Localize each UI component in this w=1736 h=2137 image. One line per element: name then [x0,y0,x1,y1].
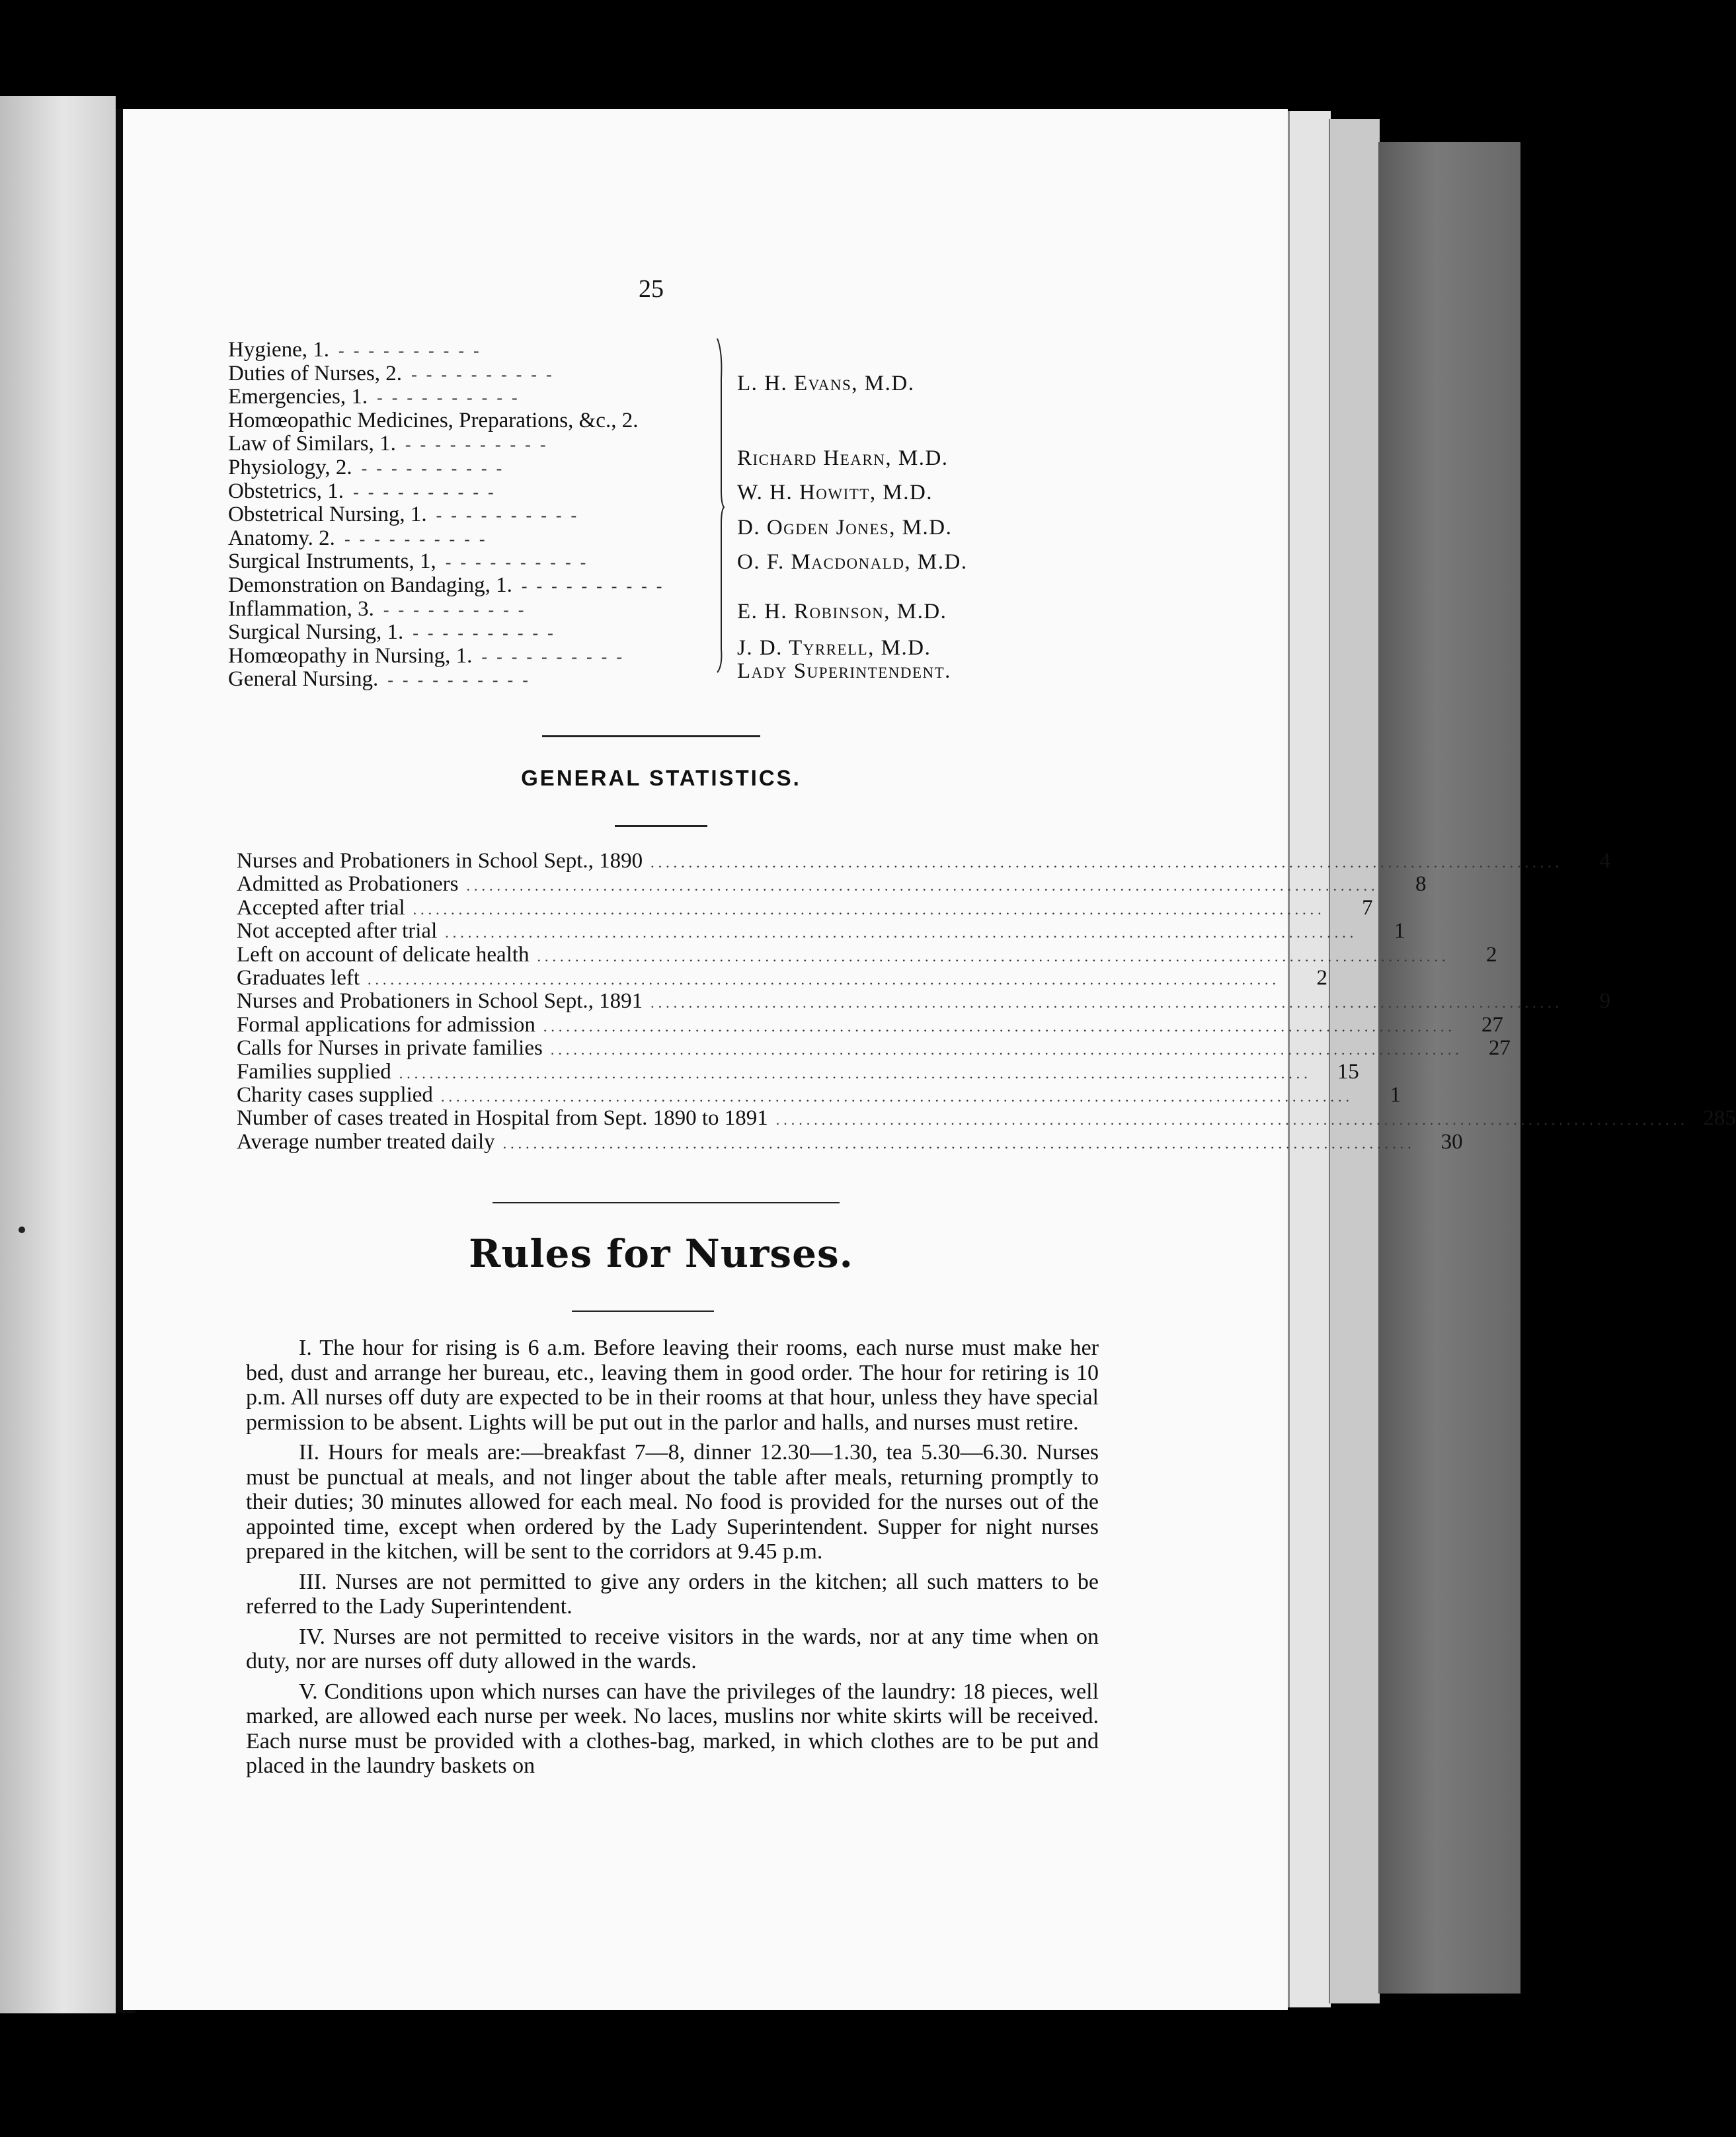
subject-row [228,527,704,551]
stat-row [237,965,1327,990]
stat-label: Not accepted after trial [237,919,438,944]
stat-label: Charity cases supplied [237,1082,433,1107]
stat-value: 8 [1415,872,1427,897]
stat-value: 285 [1703,1106,1736,1131]
subject-label: Law of Similars, 1. [228,432,396,456]
dash-leader: ---------- [353,482,503,502]
dash-leader: ---------- [377,388,527,408]
subject-label: Emergencies, 1. [228,385,368,409]
stat-value: 27 [1488,1036,1511,1061]
stat-label: Nurses and Probationers in School Sept., 1891 [237,989,643,1014]
instructor-name: D. Ogden Jones, M.D. [737,516,953,540]
stat-row [237,1036,1511,1061]
page-number: 25 [639,275,664,303]
subject-row [228,503,704,527]
dot-leader: ........................................................................................................................ [502,1135,1415,1152]
title-underline [615,825,707,827]
instructor-name: E. H. Robinson, M.D. [737,600,947,624]
stat-value: 15 [1337,1059,1359,1084]
stat-row [237,895,1373,920]
stat-row [237,989,1611,1014]
subject-label: Obstetrics, 1. [228,479,344,503]
subject-row [228,598,704,622]
dash-leader: ---------- [344,529,494,549]
stat-label: Graduates left [237,965,360,990]
stat-label: Formal applications for admission [237,1012,535,1037]
subject-row [228,409,704,433]
rule-paragraph: I. The hour for rising is 6 a.m. Before leaving their rooms, each nurse must make her bed, dust and arrange her bureau, etc., leaving them in good order. The hour for retiring is 10 p.m. All nurses off duty are expected to be in their rooms at that hour, unless they have special permission to be absent. Lights will be put out in the parlor and halls, and nurses must retire. [246,1336,1099,1435]
stat-value: 1 [1390,1082,1401,1107]
subject-row [228,339,704,362]
stat-row [237,919,1405,944]
book-cover-edge [1378,142,1520,1994]
stat-row [237,1082,1401,1107]
subject-label: Obstetrical Nursing, 1. [228,503,427,527]
stat-value: 7 [1362,895,1373,920]
stat-label: Admitted as Probationers [237,872,459,897]
dot-leader: ........................................................................................................................ [550,1041,1463,1059]
dash-leader: ---------- [413,624,563,643]
stat-value: 9 [1599,989,1611,1014]
subject-label: Homœopathic Medicines, Preparations, &c., 2. [228,408,639,432]
dot-leader: ........................................................................................................................ [399,1065,1312,1082]
dot-leader: ........................................................................................................................ [775,1111,1688,1129]
subject-row [228,645,704,668]
dot-leader: ........................................................................................................................ [440,1088,1353,1105]
dot-leader: ........................................................................................................................ [413,901,1325,918]
dash-leader: ---------- [445,553,596,573]
stat-label: Left on account of delicate health [237,942,530,967]
rule-paragraph: II. Hours for meals are:—breakfast 7—8, dinner 12.30—1.30, tea 5.30—6.30. Nurses must be punctual at meals, and not linger about the table after meals, returning promptly to their duties; 30 minutes allowed for each meal. No food is provided for the nurses out of the appointed time, except when ordered by the Lady Superintendent. Supper for night nurses prepared in the kitchen, will be sent to the corridors at 9.45 p.m. [246,1440,1099,1564]
course-list [228,339,1021,702]
subject-label: Physiology, 2. [228,455,352,479]
subject-row [228,432,704,456]
subject-label: Homœopathy in Nursing, 1. [228,643,473,668]
subject-row [228,550,704,574]
subject-list [228,339,704,692]
subject-label: Inflammation, 3. [228,596,374,621]
subject-label: Anatomy. 2. [228,526,335,550]
instructor-name: L. H. Evans, M.D. [737,372,915,395]
dash-leader: ---------- [411,364,561,384]
dash-leader: ---------- [405,435,555,455]
subject-row [228,621,704,645]
stat-value: 4 [1599,849,1611,873]
instructor-name: Lady Superintendent. [737,659,951,683]
ink-spot [19,1227,25,1233]
stat-label: Average number treated daily [237,1129,495,1154]
subject-label: Demonstration on Bandaging, 1. [228,573,512,597]
subject-label: General Nursing. [228,667,379,692]
rules-title: Rules for Nurses. [469,1231,853,1276]
stat-row [237,1059,1359,1084]
instructor-name: W. H. Howitt, M.D. [737,481,933,504]
dot-leader: ........................................................................................................................ [651,854,1563,871]
stat-value: 27 [1481,1012,1503,1037]
stat-row [237,1106,1736,1131]
dash-leader: ---------- [387,670,537,690]
stat-value: 30 [1440,1129,1463,1154]
rules-body [246,1336,1099,1784]
subject-row [228,668,704,692]
grouping-brace [716,339,725,672]
subject-row [228,574,704,598]
instructor-name: O. F. Macdonald, M.D. [737,550,968,574]
stat-row [237,1129,1463,1154]
dot-leader: ........................................................................................................................ [543,1018,1456,1035]
subject-row [228,480,704,504]
dash-leader: ---------- [521,576,672,596]
statistics-table [237,849,1736,1154]
stat-row [237,872,1427,897]
subject-label: Surgical Nursing, 1. [228,620,404,645]
stat-value: 2 [1486,942,1497,967]
instructor-name: J. D. Tyrrell, M.D. [737,636,931,660]
stat-label: Nurses and Probationers in School Sept., 1890 [237,849,643,873]
rule-paragraph: III. Nurses are not permitted to give any orders in the kitchen; all such matters to be referred to the Lady Superintendent. [246,1569,1099,1619]
subject-label: Surgical Instruments, 1, [228,549,436,574]
dot-leader: ........................................................................................................................ [466,877,1379,895]
stat-label: Calls for Nurses in private families [237,1036,543,1061]
subject-row [228,362,704,386]
subject-row [228,385,704,409]
stat-label: Families supplied [237,1059,391,1084]
dash-leader: ---------- [383,600,533,620]
subject-label: Hygiene, 1. [228,338,330,362]
rule-paragraph: IV. Nurses are not permitted to receive visitors in the wards, nor at any time when on duty, nor are nurses off duty allowed in the wards. [246,1624,1099,1673]
stat-value: 2 [1316,965,1327,990]
stat-row [237,1012,1503,1037]
title-underline [572,1310,714,1312]
stat-label: Accepted after trial [237,895,405,920]
dash-leader: ---------- [361,458,512,478]
subject-label: Duties of Nurses, 2. [228,361,403,385]
stat-label: Number of cases treated in Hospital from Sept. 1890 to 1891 [237,1106,768,1131]
subject-row [228,456,704,480]
dot-leader: ........................................................................................................................ [651,994,1563,1012]
dot-leader: ........................................................................................................................ [445,924,1358,942]
dash-leader: ---------- [481,647,631,666]
dot-leader: ........................................................................................................................ [537,948,1450,965]
stat-value: 1 [1394,919,1405,944]
section-rule [493,1202,840,1203]
dot-leader: ........................................................................................................................ [368,971,1280,988]
statistics-title: GENERAL STATISTICS. [521,766,801,790]
dash-leader: ---------- [338,341,489,360]
left-page-edge [0,96,116,2013]
stat-row [237,942,1497,967]
dash-leader: ---------- [436,506,586,526]
instructor-name: Richard Hearn, M.D. [737,446,949,470]
section-rule [542,735,760,737]
stat-row [237,849,1611,873]
rule-paragraph: V. Conditions upon which nurses can have the privileges of the laundry: 18 pieces, well marked, are allowed each nurse per week. No laces, muslins nor white skirts will be received. Each nurse must be provided with a clothes-bag, marked, in which clothes are to be put and placed in the laundry baskets on [246,1679,1099,1778]
